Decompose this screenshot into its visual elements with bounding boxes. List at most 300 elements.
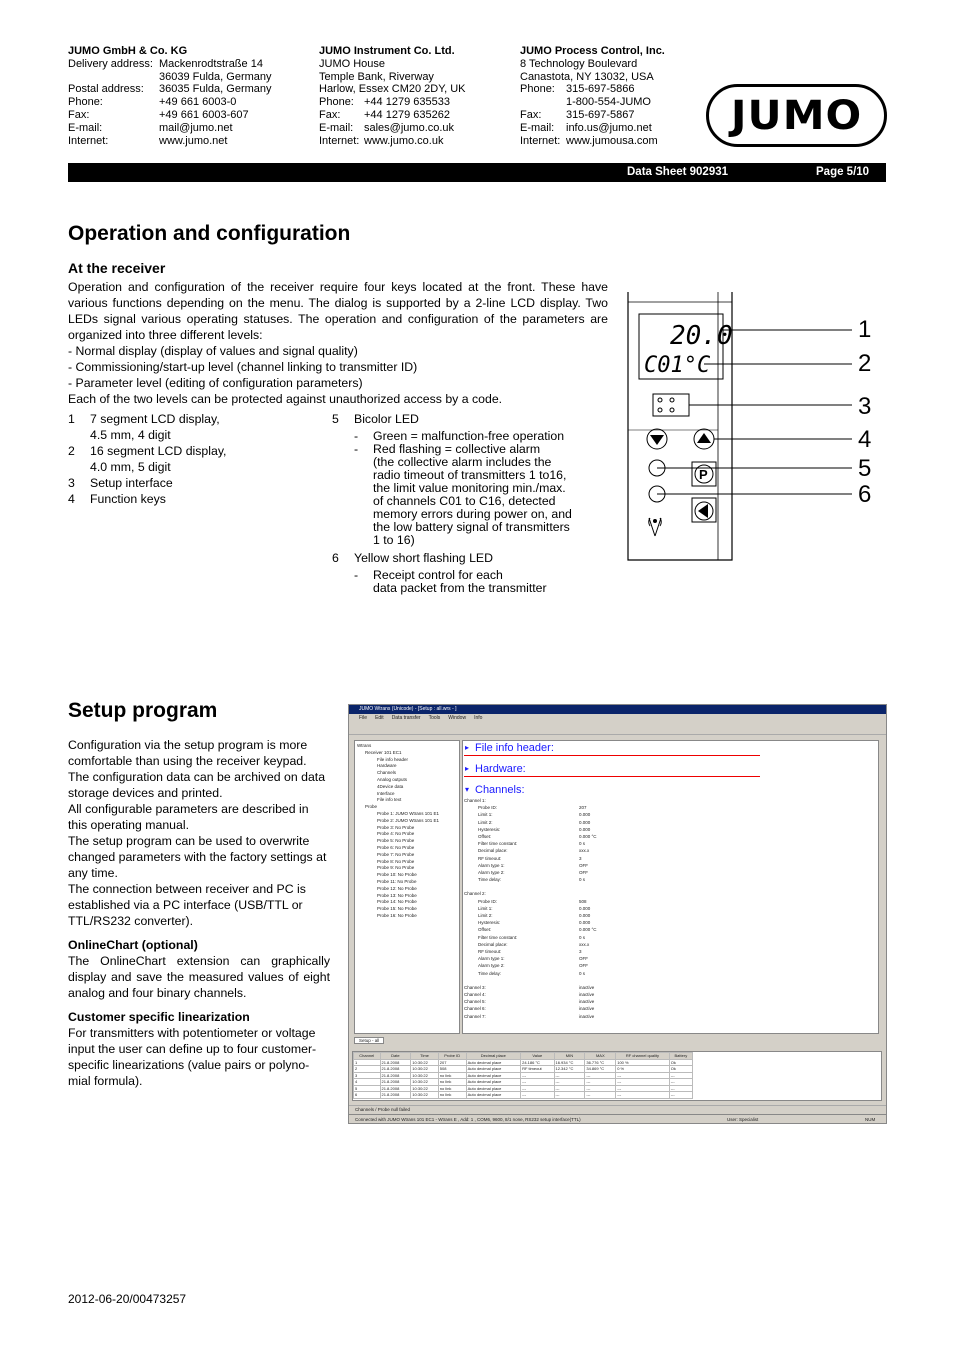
param-name: Limit 1: <box>478 812 493 818</box>
menu-item[interactable]: Info <box>474 715 483 721</box>
company-uk <box>319 45 519 147</box>
jumo-logo-text: JUMO <box>730 92 863 139</box>
grid-cell: --- <box>585 1079 616 1086</box>
address-row <box>68 122 298 135</box>
tree-item[interactable]: Probe 8: No Probe <box>377 858 415 864</box>
window-title: JUMO Wtrans (Unicode) - [Setup : all.wrs - ] <box>349 705 886 714</box>
address-row <box>520 96 700 109</box>
grid-cell: 10:30:22 <box>411 1085 439 1092</box>
item-line: 4.5 mm, 4 digit <box>90 428 171 442</box>
param-value: 0.000 <box>579 920 591 926</box>
grid-cell: 12.342 °C <box>554 1066 585 1073</box>
grid-cell: 21.8.2008 <box>380 1085 411 1092</box>
address-row <box>68 96 298 109</box>
address-value: www.jumo.co.uk <box>364 134 444 147</box>
red-led-line: (the collective alarm includes the <box>373 455 552 469</box>
list-item <box>68 411 328 443</box>
p-key-icon: P <box>699 467 708 482</box>
param-value: OFF <box>579 963 588 969</box>
yellow-led-text <box>373 569 547 595</box>
tree-item[interactable]: Probe 9: No Probe <box>377 865 415 871</box>
grid-cell: --- <box>521 1079 554 1086</box>
yellow-led-line: Receipt control for each <box>373 568 503 582</box>
address-value: www.jumousa.com <box>566 134 658 147</box>
grid-cell: 16.934 °C <box>554 1059 585 1066</box>
param-value: 0.000 <box>579 826 591 832</box>
grid-cell: --- <box>669 1072 692 1079</box>
grid-header: Date <box>380 1053 411 1060</box>
address-value: +44 1279 635533 <box>364 96 450 109</box>
callout-1: 1 <box>858 316 872 343</box>
dash: - <box>354 568 359 582</box>
address-key: Fax: <box>68 108 90 121</box>
setup-pane <box>462 740 879 1034</box>
grid-cell: --- <box>521 1072 554 1079</box>
param-row <box>464 833 878 840</box>
callout-4: 4 <box>858 426 872 453</box>
grid-cell: 21.8.2008 <box>380 1066 411 1073</box>
grid-cell: RF timeout <box>521 1066 554 1073</box>
menu-item[interactable]: Window <box>448 715 467 721</box>
address-line: JUMO House <box>319 57 386 70</box>
datasheet-number: Data Sheet 902931 <box>627 166 729 178</box>
grid-cell: --- <box>554 1085 585 1092</box>
grid-cell: 36.776 °C <box>585 1059 616 1066</box>
grid-cell: 0 % <box>616 1066 670 1073</box>
tree-item[interactable]: Probe 15: No Probe <box>377 906 417 912</box>
item-text <box>90 491 166 507</box>
menu-item[interactable]: Edit <box>375 715 384 721</box>
company-uk-name: JUMO Instrument Co. Ltd. <box>319 45 455 57</box>
param-row <box>464 905 878 912</box>
address-key: Postal address: <box>68 83 144 96</box>
item-line: Setup interface <box>90 476 173 490</box>
param-row <box>464 955 878 962</box>
param-name: Limit 2: <box>478 819 493 825</box>
up-key-icon <box>697 433 711 443</box>
address-key: Phone: <box>520 83 555 96</box>
tree-item[interactable]: Hardware <box>377 763 397 769</box>
datasheet-bar <box>68 163 886 182</box>
grid-cell: --- <box>585 1072 616 1079</box>
address-row <box>520 122 700 135</box>
company-us-name: JUMO Process Control, Inc. <box>520 45 665 57</box>
param-name: RF timeout: <box>478 855 502 861</box>
grid-header: Probe ID <box>438 1053 466 1060</box>
grid-cell: Ok <box>669 1066 692 1073</box>
lcd-7seg: 20.0 <box>670 321 733 351</box>
param-value: 0.000 <box>579 812 591 818</box>
param-value: 0.000 <box>579 905 591 911</box>
onlinechart-text: The OnlineChart extension can graphically display and save the measured values of eight analog and four binary channels. <box>68 954 330 1000</box>
tree-item[interactable]: File info header <box>377 756 409 762</box>
grid-cell: 2 <box>354 1066 381 1073</box>
grid-cell: --- <box>554 1072 585 1079</box>
setup-paragraph: Configuration via the setup program is more comfortable than using the receiver keypad. <box>68 738 308 768</box>
grid-header: Time <box>411 1053 439 1060</box>
tree-item[interactable]: Probe 13: No Probe <box>377 892 417 898</box>
grid-cell: no link <box>438 1092 466 1099</box>
item-line: 7 segment LCD display, <box>90 412 220 426</box>
address-row <box>319 122 519 135</box>
grid-cell: no link <box>438 1085 466 1092</box>
company-de-name: JUMO GmbH & Co. KG <box>68 45 188 57</box>
online-grid <box>352 1051 882 1101</box>
status-user: User: Specialist <box>727 1117 759 1122</box>
address-row <box>68 135 298 148</box>
onlinechart-heading: OnlineChart (optional) <box>68 938 198 952</box>
red-led-line: of channels C01 to C16, detected <box>373 494 556 508</box>
item-number: 6 <box>332 551 339 565</box>
toolbar <box>349 722 886 735</box>
tree-item[interactable]: File info text <box>377 797 402 803</box>
param-row <box>464 855 878 862</box>
address-line: Canastota, NY 13032, USA <box>520 70 654 83</box>
address-key: Phone: <box>319 96 354 109</box>
param-name: Time delay: <box>478 877 502 883</box>
grid-cell: 6 <box>354 1092 381 1099</box>
hardware-header[interactable]: ▸ Hardware: <box>463 762 878 776</box>
grid-cell: 100 % <box>616 1059 670 1066</box>
param-name: Alarm type 1: <box>478 862 505 868</box>
grid-header: Decimal place <box>466 1053 520 1060</box>
red-led-line: the low battery signal of transmitters <box>373 520 570 534</box>
param-value: 3 <box>579 855 582 861</box>
address-row <box>68 71 298 84</box>
setup-paragraph: All configurable parameters are described in this operating manual. <box>68 802 309 832</box>
item-text: Yellow short flashing LED <box>354 551 493 565</box>
operation-title: Operation and configuration <box>68 222 351 245</box>
tree-item[interactable]: Probe 7: No Probe <box>377 851 415 857</box>
address-value: 1-800-554-JUMO <box>566 96 651 109</box>
tree-item[interactable]: Wtrans <box>357 743 372 748</box>
grid-cell: --- <box>554 1079 585 1086</box>
param-value: 0 s <box>579 934 586 940</box>
grid-cell: --- <box>585 1092 616 1099</box>
param-row <box>464 847 878 854</box>
channel-label: Channel 1: <box>464 798 486 803</box>
grid-cell: 21.8.2008 <box>380 1092 411 1099</box>
param-value: 0 s <box>579 841 586 847</box>
tree-item[interactable]: Channels <box>377 770 397 776</box>
tree-item[interactable]: Probe 2: JUMO Wtrans 101 E1 <box>377 817 440 823</box>
param-row <box>464 941 878 948</box>
grid-cell: Auto decimal place <box>466 1092 520 1099</box>
grid-cell: Auto decimal place <box>466 1072 520 1079</box>
tree-item[interactable]: 4Device data <box>377 783 404 789</box>
param-name: Decimal place: <box>478 848 508 854</box>
tree-item[interactable]: Probe 3: No Probe <box>377 824 415 830</box>
address-key: Internet: <box>319 134 360 147</box>
status-num: NUM <box>865 1117 876 1122</box>
grid-cell: 10:30:22 <box>411 1072 439 1079</box>
setup-title: Setup program <box>68 699 218 722</box>
address-value: 315-697-5866 <box>566 83 635 96</box>
setup-paragraph: The configuration data can be archived on data storage devices and printed. <box>68 770 326 800</box>
address-key <box>68 71 159 84</box>
item-text: Bicolor LED <box>354 412 419 426</box>
address-key: Delivery address: <box>68 57 153 70</box>
tree-item[interactable]: Probe 16: No Probe <box>377 912 417 918</box>
grid-cell: 4 <box>354 1079 381 1086</box>
grid-cell: 21.8.2008 <box>380 1079 411 1086</box>
grid-cell: --- <box>521 1092 554 1099</box>
linearization-text: For transmitters with potentiometer or voltage input the user can define up to four customer-specific linearizations (value pairs or polyno-mial formula). <box>68 1026 317 1088</box>
address-row <box>68 83 298 96</box>
address-row <box>319 135 519 148</box>
param-value: 0.000 °C <box>579 834 597 840</box>
red-led-line: radio timeout of transmitters 1 to16, <box>373 468 567 482</box>
address-row <box>520 83 700 96</box>
address-key <box>520 96 566 109</box>
address-value: +49 661 6003-607 <box>159 108 249 121</box>
item-number: 2 <box>68 444 75 458</box>
grid-cell: 10:30:22 <box>411 1059 439 1066</box>
address-value: 36039 Fulda, Germany <box>159 70 272 83</box>
down-key-icon <box>650 435 664 445</box>
red-led-line: 1 to 16) <box>373 533 415 547</box>
param-row <box>464 811 878 818</box>
grid-cell: --- <box>616 1085 670 1092</box>
address-value: sales@jumo.co.uk <box>364 121 455 134</box>
tree-item[interactable]: Probe <box>365 804 378 810</box>
tree-item[interactable]: Probe 6: No Probe <box>377 844 415 850</box>
grid-cell: --- <box>669 1092 692 1099</box>
grid-header: Channel <box>354 1053 381 1060</box>
grid-cell: 21.8.2008 <box>380 1059 411 1066</box>
level-item: - Parameter level (editing of configuration parameters) <box>68 376 363 390</box>
grid-cell: 24.186 °C <box>521 1059 554 1066</box>
item-text <box>90 443 226 475</box>
param-value: 207 <box>579 805 587 811</box>
grid-cell: no link <box>438 1079 466 1086</box>
param-row <box>464 819 878 826</box>
grid-cell: Auto decimal place <box>466 1079 520 1086</box>
grid-cell: 10:30:22 <box>411 1079 439 1086</box>
address-line: Temple Bank, Riverway <box>319 70 434 83</box>
grid-cell: Auto decimal place <box>466 1059 520 1066</box>
menu-item[interactable]: File <box>359 715 368 721</box>
left-key-icon <box>698 504 708 518</box>
grid-header: MIN <box>554 1053 585 1060</box>
status-bar <box>349 1114 886 1123</box>
list-item <box>68 443 328 475</box>
grid-cell: --- <box>616 1092 670 1099</box>
item-text <box>90 475 173 491</box>
item-line: 16 segment LCD display, <box>90 444 227 458</box>
receiver-intro-text: Operation and configuration of the receiver require four keys located at the front. These have various functions depending on the menu. The dialog is supported by a 2-line LCD display. Two LEDs signal various operating statuses. The operation and configuration of the parameters are organized into three different levels: <box>68 280 608 342</box>
grid-cell: 5 <box>354 1085 381 1092</box>
param-name: Alarm type 1: <box>478 956 505 962</box>
param-row <box>464 948 878 955</box>
address-value: 315-697-5867 <box>566 108 635 121</box>
protect-text: Each of the two levels can be protected against unauthorized access by a code. <box>68 392 503 406</box>
grid-cell: 10:30:22 <box>411 1092 439 1099</box>
channel-state: inactive <box>579 999 595 1005</box>
param-value: 0.000 <box>579 819 591 825</box>
channel-state: inactive <box>579 984 595 990</box>
param-value: 0 s <box>579 970 586 976</box>
channel-label: Channel 2: <box>464 891 486 897</box>
receiver-front-drawing <box>624 292 884 567</box>
param-name: Decimal place: <box>478 941 508 947</box>
file-info-header[interactable]: ▸ File info header: <box>463 741 878 755</box>
param-name: Time delay: <box>478 970 502 976</box>
grid-header: RF channel quality <box>616 1053 670 1060</box>
param-name: Alarm type 2: <box>478 870 505 876</box>
tree-item[interactable]: Probe 12: No Probe <box>377 885 417 891</box>
address-key: Phone: <box>68 96 103 109</box>
address-value: 36035 Fulda, Germany <box>159 83 272 96</box>
address-value: mail@jumo.net <box>159 121 233 134</box>
grid-cell: Auto decimal place <box>466 1066 520 1073</box>
param-value: 508 <box>579 898 587 904</box>
item-number: 3 <box>68 476 75 490</box>
param-name: Limit 2: <box>478 913 493 919</box>
callout-3: 3 <box>858 393 872 420</box>
tree-item[interactable]: Receiver 101 EC1 <box>365 749 402 755</box>
address-key: E-mail: <box>68 121 103 134</box>
param-name: Probe ID: <box>478 805 498 811</box>
red-led-text <box>373 443 572 547</box>
param-name: Limit 1: <box>478 905 493 911</box>
menu-bar <box>349 714 886 722</box>
param-row <box>464 934 878 941</box>
bottom-tabs[interactable]: Channels / Probe null failed <box>349 1105 886 1113</box>
red-led-line: Red flashing = collective alarm <box>373 442 541 456</box>
grid-cell: Ok <box>669 1059 692 1066</box>
address-key: Internet: <box>520 134 561 147</box>
grid-header: Value <box>521 1053 554 1060</box>
callout-6: 6 <box>858 481 872 508</box>
feature-list-left <box>68 411 328 507</box>
address-key: E-mail: <box>319 121 354 134</box>
grid-cell: --- <box>616 1072 670 1079</box>
address-value: +49 661 6003-0 <box>159 96 237 109</box>
param-row <box>464 912 878 919</box>
tree-item[interactable]: Probe 14: No Probe <box>377 899 417 905</box>
setup-tree <box>354 740 460 1034</box>
receiver-intro <box>68 279 608 407</box>
grid-cell: --- <box>616 1079 670 1086</box>
grid-cell: --- <box>554 1092 585 1099</box>
channel-name: Channel 7: <box>464 1013 486 1019</box>
dash: - <box>354 429 359 443</box>
menu-item[interactable]: Data transfer <box>391 715 421 721</box>
red-led-line: the limit value monitoring min./max. <box>373 481 566 495</box>
param-value: 0.000 °C <box>579 927 597 933</box>
grid-cell: 34.869 °C <box>585 1066 616 1073</box>
grid-cell: 3 <box>354 1072 381 1079</box>
jumo-logo <box>706 84 887 147</box>
grid-cell: 508 <box>438 1066 466 1073</box>
param-row <box>464 876 878 883</box>
param-row <box>464 869 878 876</box>
channel-state: inactive <box>579 992 595 998</box>
address-row <box>520 109 700 122</box>
param-name: Alarm type 2: <box>478 963 505 969</box>
tree-item[interactable]: Probe 1: JUMO Wtrans 101 E1 <box>377 810 440 816</box>
tree-item[interactable]: Probe 4: No Probe <box>377 831 415 837</box>
grid-cell: 21.8.2008 <box>380 1072 411 1079</box>
param-name: Offset: <box>478 834 492 840</box>
address-row <box>520 135 700 148</box>
list-item <box>68 475 328 491</box>
item-line: Function keys <box>90 492 166 506</box>
address-row <box>319 109 519 122</box>
setup-text <box>68 737 330 1089</box>
channel-row <box>464 998 878 1005</box>
param-row <box>464 919 878 926</box>
param-value: xxx.x <box>579 941 590 947</box>
channel-row <box>464 1005 878 1012</box>
feature-list-right <box>332 411 602 595</box>
param-row <box>464 898 878 905</box>
param-name: Hysteresis: <box>478 826 501 832</box>
address-row <box>319 96 519 109</box>
grid-cell: 1 <box>354 1059 381 1066</box>
address-value: Mackenrodtstraße 14 <box>159 57 263 70</box>
grid-cell: --- <box>521 1085 554 1092</box>
setup-paragraph: The setup program can be used to overwrite changed parameters with the factory settings at any time. <box>68 834 327 880</box>
setup-tab[interactable]: Setup - all <box>354 1037 384 1044</box>
channel-name: Channel 4: <box>464 992 486 998</box>
param-value: 0.000 <box>579 913 591 919</box>
param-name: Offset: <box>478 927 492 933</box>
callout-2: 2 <box>858 350 872 377</box>
linearization-heading: Customer specific linearization <box>68 1010 250 1024</box>
green-led-text: Green = malfunction-free operation <box>373 429 565 443</box>
param-value: OFF <box>579 870 588 876</box>
param-value: OFF <box>579 862 588 868</box>
grid-cell: no link <box>438 1072 466 1079</box>
address-line: 8 Technology Boulevard <box>520 57 638 70</box>
tree-item[interactable]: Probe 11: No Probe <box>377 878 417 884</box>
footer-code: 2012-06-20/00473257 <box>68 1292 187 1306</box>
param-row <box>464 804 878 811</box>
channel-state: inactive <box>579 1013 595 1019</box>
tree-item[interactable]: Analog outputs <box>377 776 408 782</box>
table-row <box>354 1092 693 1099</box>
item-number: 5 <box>332 412 339 426</box>
param-name: Hysteresis: <box>478 920 501 926</box>
channel-name: Channel 6: <box>464 1006 486 1012</box>
level-item: - Normal display (display of values and signal quality) <box>68 344 358 358</box>
address-key: E-mail: <box>520 121 555 134</box>
receiver-subtitle: At the receiver <box>68 260 166 276</box>
param-name: Filter time constant: <box>478 934 518 940</box>
channels-header[interactable]: ▾ Channels: <box>463 783 878 797</box>
channel-state: inactive <box>579 1006 595 1012</box>
channel-row <box>464 1013 878 1020</box>
item-number: 4 <box>68 492 75 506</box>
param-row <box>464 970 878 977</box>
tree-item[interactable]: Probe 5: No Probe <box>377 838 415 844</box>
menu-item[interactable]: Tools <box>428 715 441 721</box>
grid-cell: --- <box>585 1085 616 1092</box>
yellow-led-line: data packet from the transmitter <box>373 581 547 595</box>
company-us <box>520 45 700 147</box>
tree-item[interactable]: Probe 10: No Probe <box>377 872 417 878</box>
address-value: +44 1279 635262 <box>364 108 450 121</box>
address-key: Fax: <box>319 108 341 121</box>
tree-item[interactable]: Interface <box>377 790 395 796</box>
param-name: Filter time constant: <box>478 841 518 847</box>
address-value: www.jumo.net <box>159 134 228 147</box>
param-row <box>464 962 878 969</box>
setup-paragraph: The connection between receiver and PC is established via a PC interface (USB/TTL or TTL/RS232 converter). <box>68 882 306 928</box>
red-led-line: memory errors during power on, and <box>373 507 572 521</box>
